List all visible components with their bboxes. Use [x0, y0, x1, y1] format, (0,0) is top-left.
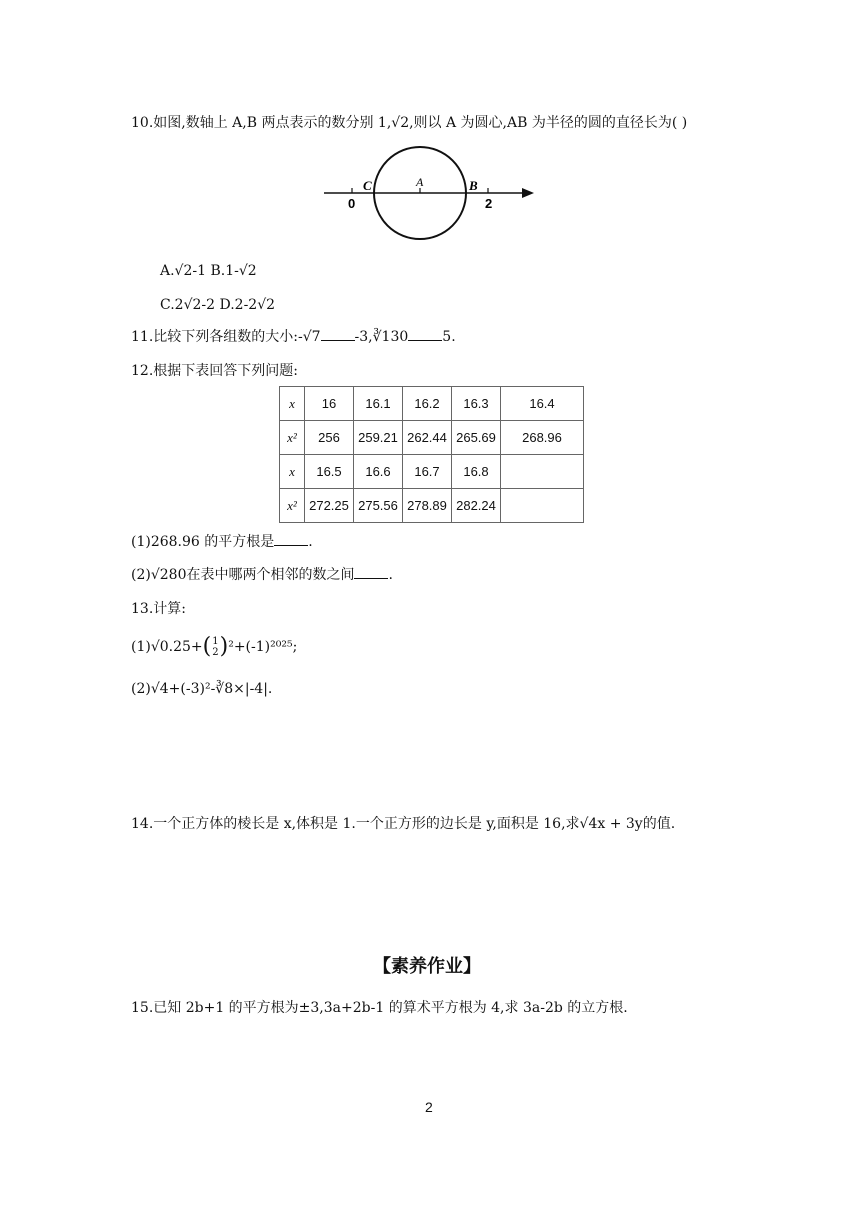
label-two: 2 [485, 196, 493, 211]
question-10-options-ab: A.√2-1 B.1-√2 [160, 263, 257, 279]
fraction [212, 636, 218, 658]
table-cell: x [280, 455, 305, 489]
question-12-sub1 [131, 533, 313, 551]
fraction-denominator: 2 [212, 647, 219, 658]
table-cell: 16.5 [305, 455, 354, 489]
question-10-text: 10.如图,数轴上 A,B 两点表示的数分别 1,√2,则以 A 为圆心,AB 为半径的圆的直径长为( ) [131, 115, 688, 131]
number-line-circle-figure [320, 143, 540, 245]
arrow-head [522, 188, 534, 198]
label-zero: 0 [348, 196, 356, 211]
question-13-sub1-tail: ²+(-1)²⁰²⁵; [228, 639, 298, 655]
table-cell: 16.6 [354, 455, 403, 489]
section-heading: 【素养作业】 [373, 956, 481, 977]
table-cell: 256 [305, 421, 354, 455]
table-cell [501, 489, 584, 523]
question-12-sub1-end: . [308, 534, 313, 550]
table-cell: x² [280, 489, 305, 523]
answer-blank [321, 328, 355, 341]
table-cell: 16.7 [403, 455, 452, 489]
table-row [280, 421, 584, 455]
answer-blank [408, 328, 442, 341]
table-row [280, 489, 584, 523]
question-11-part-c: 5. [442, 329, 456, 345]
fraction-numerator: 1 [212, 636, 219, 647]
question-11-part-b: -3,∛130 [354, 329, 409, 345]
table-cell: 16.8 [452, 455, 501, 489]
question-12-sub1-text: (1)268.96 的平方根是 [131, 534, 275, 550]
table-cell: 275.56 [354, 489, 403, 523]
label-b: B [469, 178, 478, 193]
question-11 [131, 328, 456, 346]
table-cell: 16.4 [501, 387, 584, 421]
question-13-sub2: (2)√4+(-3)²-∛8×|-4|. [131, 681, 273, 697]
table-cell: 272.25 [305, 489, 354, 523]
table-row [280, 387, 584, 421]
table-cell [501, 455, 584, 489]
table-cell: 16.1 [354, 387, 403, 421]
answer-blank [354, 566, 388, 579]
table-cell: 282.24 [452, 489, 501, 523]
answer-blank [274, 533, 308, 546]
label-a: A [416, 175, 424, 189]
question-12-sub2 [131, 566, 393, 584]
table-cell: 16.3 [452, 387, 501, 421]
table-cell: x [280, 387, 305, 421]
question-10-options-cd: C.2√2-2 D.2-2√2 [160, 297, 276, 313]
question-12-sub2-text: (2)√280在表中哪两个相邻的数之间 [131, 567, 355, 583]
table-cell: x² [280, 421, 305, 455]
question-12-intro: 12.根据下表回答下列问题: [131, 363, 298, 379]
table-cell: 16 [305, 387, 354, 421]
table-cell: 265.69 [452, 421, 501, 455]
question-14-text: 14.一个正方体的棱长是 x,体积是 1.一个正方形的边长是 y,面积是 16,求√4x + 3y的值. [131, 816, 676, 832]
question-12-sub2-end: . [388, 567, 393, 583]
question-13-sub1-text: (1)√0.25+ [131, 639, 203, 655]
question-11-part-a: 11.比较下列各组数的大小:-√7 [131, 329, 321, 345]
table-cell: 262.44 [403, 421, 452, 455]
table-cell: 268.96 [501, 421, 584, 455]
table-cell: 278.89 [403, 489, 452, 523]
label-c: C [363, 178, 372, 193]
question-13-sub1: (1)√0.25+( 1 2 )²+(-1)²⁰²⁵; [131, 634, 298, 659]
page-number: 2 [425, 1099, 433, 1115]
question-15-text: 15.已知 2b+1 的平方根为±3,3a+2b-1 的算术平方根为 4,求 3a-2b 的立方根. [131, 1000, 628, 1016]
question-13-intro: 13.计算: [131, 601, 186, 617]
squares-table [279, 386, 584, 523]
table-cell: 259.21 [354, 421, 403, 455]
table-row [280, 455, 584, 489]
table-cell: 16.2 [403, 387, 452, 421]
